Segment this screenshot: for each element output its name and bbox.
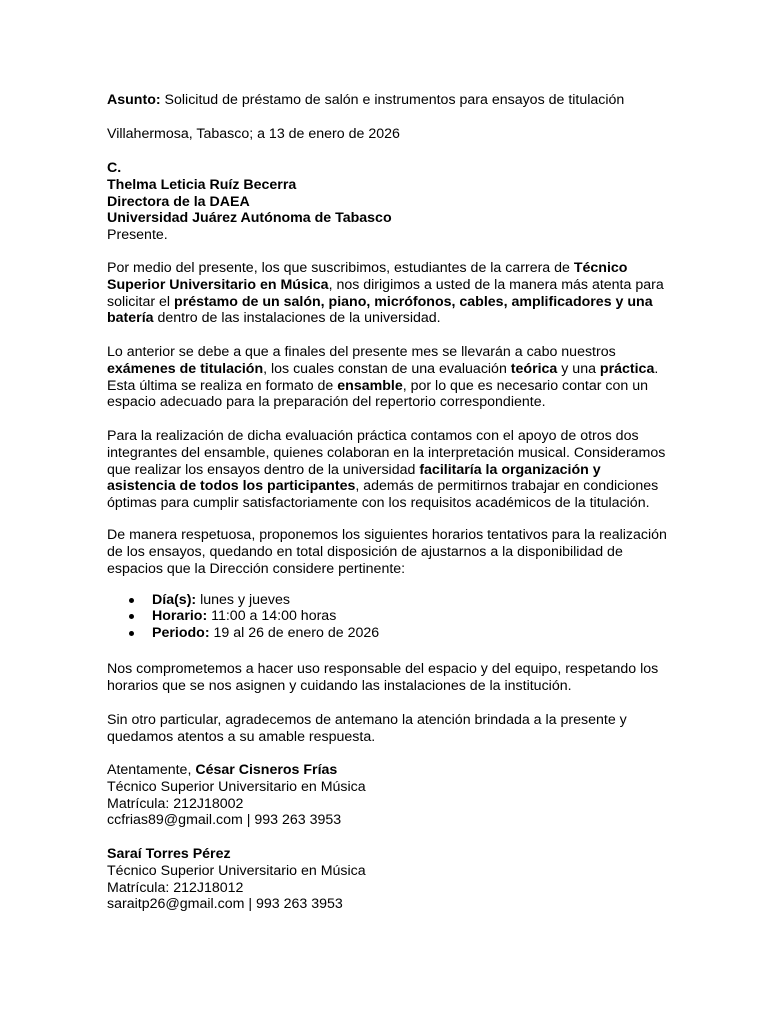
signer-2-program: Técnico Superior Universitario en Música	[107, 862, 366, 879]
addressee-presente: Presente.	[107, 227, 168, 244]
list-item	[107, 608, 667, 624]
subject-label: Asunto:	[107, 92, 161, 108]
schedule-days-value: lunes y jueves	[196, 592, 291, 608]
paragraph-commitment: Nos comprometemos a hacer uso responsable del espacio y del equipo, respetando los horarios que se nos asignen y cuidando las instalaciones de la institución.	[107, 661, 659, 694]
p1-bold-program: Técnico Superior Universitario en Música	[107, 260, 628, 293]
p3-bold-benefit: facilitaría la organización y asistencia de todos los participantes	[107, 461, 601, 495]
list-item	[107, 625, 667, 641]
paragraph-reason	[107, 344, 667, 411]
addressee-institution: Universidad Juárez Autónoma de Tabasco	[107, 210, 392, 227]
p2-bold-ensemble: ensamble	[337, 377, 403, 394]
schedule-period-label: Periodo:	[152, 624, 210, 641]
paragraph-request	[107, 260, 667, 327]
signer-block-1	[107, 762, 667, 829]
closing-text: Atentamente,	[107, 762, 196, 778]
p1-text-1: Por medio del presente, los que suscribimos, estudiantes de la carrera de	[107, 260, 574, 276]
signer-1-program: Técnico Superior Universitario en Música	[107, 778, 366, 795]
p2-text-2: , los cuales constan de una evaluación	[263, 360, 511, 377]
signer-2-id: Matrícula: 212J18012	[107, 879, 244, 896]
signer-block-2	[107, 846, 667, 913]
p1-text-3: dentro de las instalaciones de la universidad.	[153, 310, 441, 327]
p1-bold-items: préstamo de un salón, piano, micrófonos, cables, amplificadores y una batería	[107, 293, 653, 327]
schedule-time-value: 11:00 a 14:00 horas	[207, 608, 337, 625]
bullet-icon	[129, 631, 134, 636]
signer-2-name: Saraí Torres Pérez	[107, 846, 231, 862]
signer-2-contact: saraitp26@gmail.com | 993 263 3953	[107, 896, 343, 913]
list-item	[107, 592, 667, 608]
paragraph-support	[107, 428, 667, 512]
signer-1-contact: ccfrias89@gmail.com | 993 263 3953	[107, 812, 342, 829]
p2-bold-practice: práctica	[599, 360, 655, 377]
p1-text-2: , nos dirigimos a usted de la manera más atenta para solicitar el	[107, 276, 664, 310]
p2-text-5: , por lo que es necesario contar con un espacio adecuado para la preparación del repertorio correspondiente.	[107, 377, 649, 411]
addressee-name: Thelma Leticia Ruíz Becerra	[107, 176, 297, 193]
bullet-icon	[129, 614, 134, 619]
p2-text-3: y una	[557, 360, 600, 377]
addressee-prefix: C.	[107, 160, 122, 176]
p3-text-2: , además de permitirnos trabajar en condiciones óptimas para cumplir satisfactoriamente con los requisitos académicos de la titulación.	[107, 478, 659, 512]
schedule-period-value: 19 al 26 de enero de 2026	[209, 624, 380, 641]
p2-bold-exams: exámenes de titulación	[107, 360, 264, 377]
signer-1-name: César Cisneros Frías	[195, 762, 338, 778]
p2-text-1: Lo anterior se debe a que a finales del presente mes se llevarán a cabo nuestros	[107, 344, 616, 360]
addressee-block	[107, 160, 667, 244]
paragraph-thanks: Sin otro particular, agradecemos de antemano la atención brindada a la presente y quedamos atentos a su amable respuesta.	[107, 712, 627, 745]
p2-bold-theory: teórica	[510, 360, 558, 377]
addressee-position: Directora de la DAEA	[107, 193, 250, 210]
schedule-days-label: Día(s):	[152, 592, 197, 608]
schedule-list	[107, 592, 667, 641]
signer-1-id: Matrícula: 212J18002	[107, 795, 244, 812]
p3-text-1: Para la realización de dicha evaluación práctica contamos con el apoyo de otros dos integrantes del ensamble, quienes colaboran en la interpretación musical. Consideramos que realizar los ensayos dentro de la universidad	[107, 428, 666, 478]
place-date: Villahermosa, Tabasco; a 13 de enero de 2026	[107, 126, 400, 142]
bullet-icon	[129, 598, 134, 603]
p2-text-4: . Esta última se realiza en formato de	[107, 360, 659, 394]
subject-text: Solicitud de préstamo de salón e instrumentos para ensayos de titulación	[160, 92, 625, 108]
subject-line	[107, 92, 667, 109]
paragraph-schedule-intro: De manera respetuosa, proponemos los siguientes horarios tentativos para la realización de los ensayos, quedando en total disposición de ajustarnos a la disponibilidad de espacios que la Dirección considere pertinente:	[107, 527, 667, 577]
schedule-time-label: Horario:	[152, 608, 208, 625]
